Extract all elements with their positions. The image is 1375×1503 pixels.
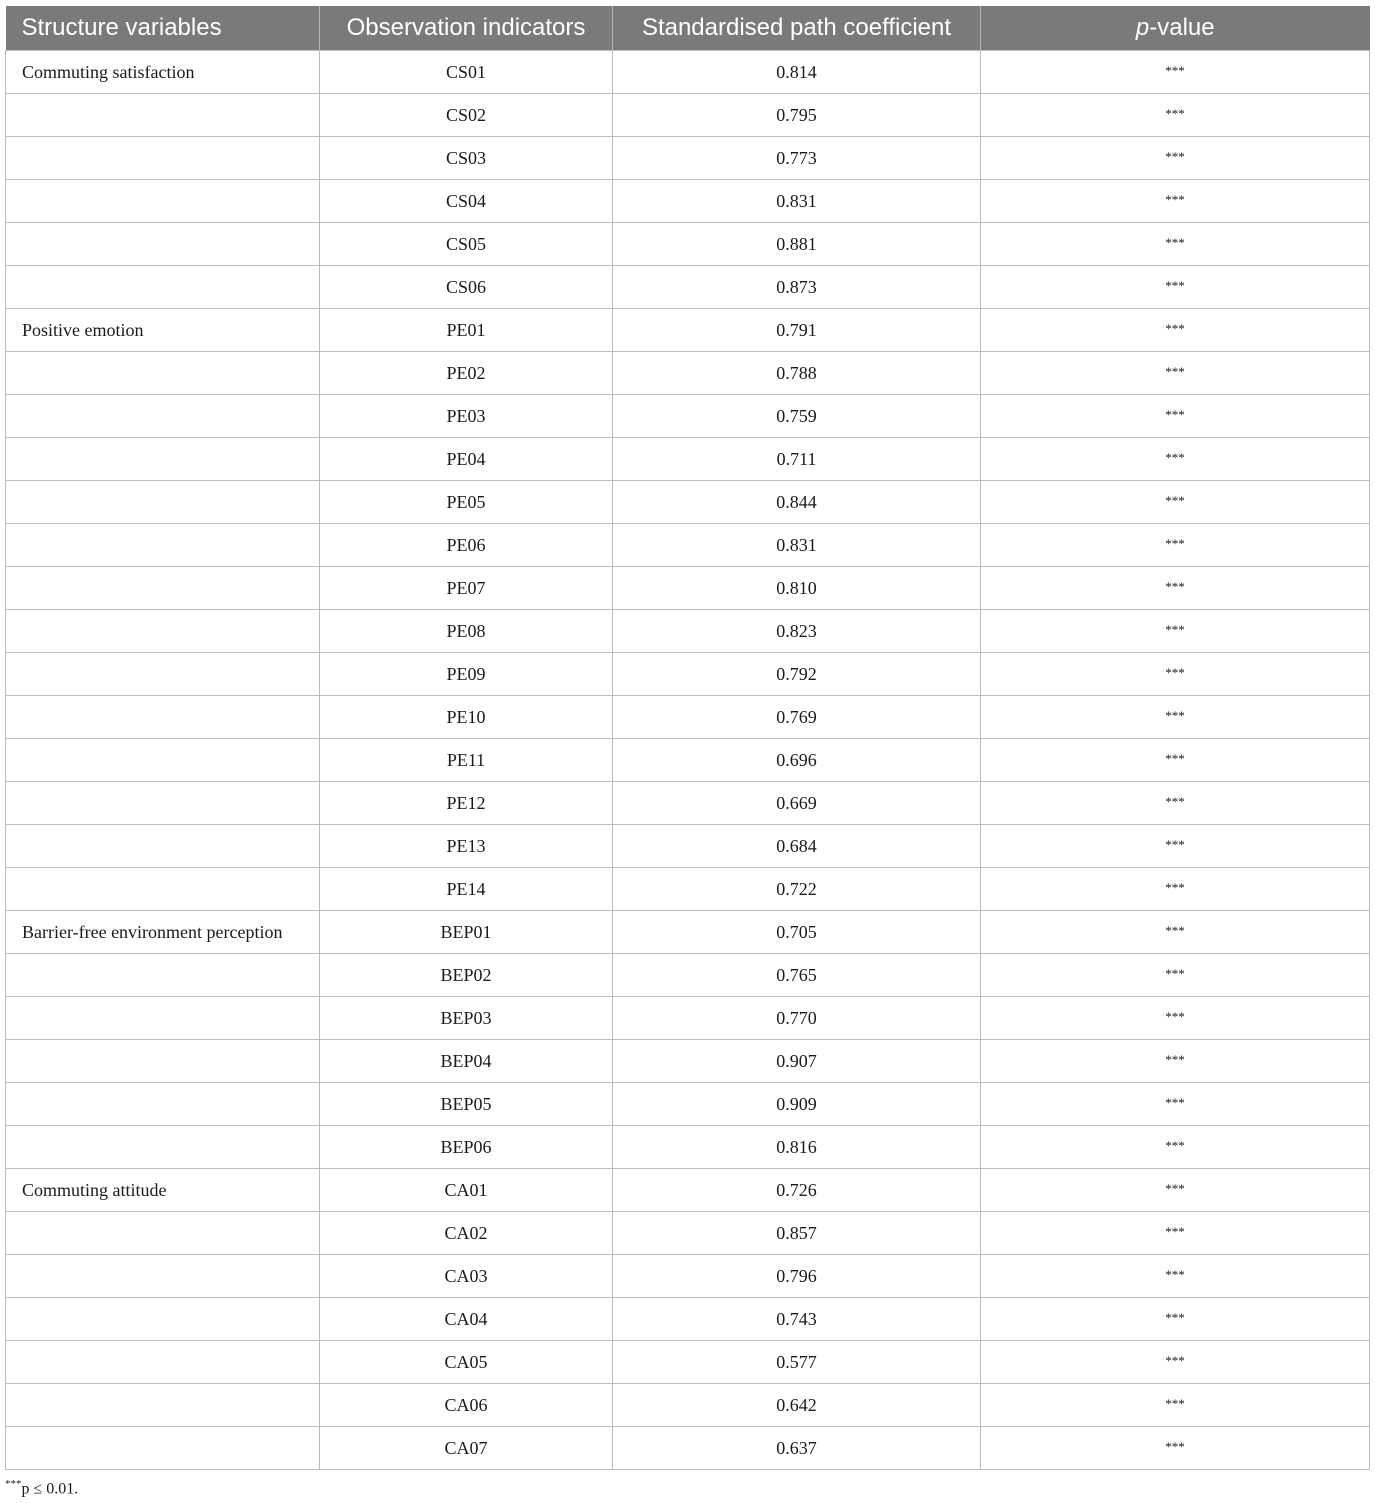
cell-p-value: *** bbox=[981, 1083, 1370, 1126]
cell-p-value: *** bbox=[981, 1126, 1370, 1169]
cell-coefficient: 0.770 bbox=[613, 997, 981, 1040]
header-structure-variables: Structure variables bbox=[6, 6, 320, 51]
cell-indicator: PE02 bbox=[320, 352, 613, 395]
table-row bbox=[6, 610, 1370, 653]
table-row bbox=[6, 223, 1370, 266]
cell-coefficient: 0.881 bbox=[613, 223, 981, 266]
cell-structure-variable bbox=[6, 1083, 320, 1126]
cell-p-value: *** bbox=[981, 481, 1370, 524]
cell-indicator: PE01 bbox=[320, 309, 613, 352]
table-header bbox=[6, 6, 1370, 51]
cell-structure-variable bbox=[6, 739, 320, 782]
cell-indicator: CA04 bbox=[320, 1298, 613, 1341]
cell-indicator: CA05 bbox=[320, 1341, 613, 1384]
table-row bbox=[6, 1126, 1370, 1169]
cell-indicator: BEP06 bbox=[320, 1126, 613, 1169]
cell-coefficient: 0.823 bbox=[613, 610, 981, 653]
cell-structure-variable bbox=[6, 696, 320, 739]
cell-indicator: BEP05 bbox=[320, 1083, 613, 1126]
cell-p-value: *** bbox=[981, 954, 1370, 997]
cell-structure-variable bbox=[6, 610, 320, 653]
cell-indicator: CA01 bbox=[320, 1169, 613, 1212]
table-row bbox=[6, 137, 1370, 180]
cell-coefficient: 0.577 bbox=[613, 1341, 981, 1384]
cell-p-value: *** bbox=[981, 1427, 1370, 1470]
table-row bbox=[6, 1083, 1370, 1126]
cell-structure-variable bbox=[6, 954, 320, 997]
cell-p-value: *** bbox=[981, 524, 1370, 567]
table-row bbox=[6, 1298, 1370, 1341]
cell-p-value: *** bbox=[981, 266, 1370, 309]
cell-indicator: BEP01 bbox=[320, 911, 613, 954]
cell-indicator: PE09 bbox=[320, 653, 613, 696]
cell-p-value: *** bbox=[981, 352, 1370, 395]
cell-structure-variable bbox=[6, 137, 320, 180]
cell-coefficient: 0.696 bbox=[613, 739, 981, 782]
cell-p-value: *** bbox=[981, 94, 1370, 137]
cell-coefficient: 0.637 bbox=[613, 1427, 981, 1470]
cell-structure-variable bbox=[6, 782, 320, 825]
table-container bbox=[5, 6, 1369, 1470]
table-row bbox=[6, 739, 1370, 782]
header-observation-indicators: Observation indicators bbox=[320, 6, 613, 51]
cell-indicator: PE06 bbox=[320, 524, 613, 567]
cell-indicator: PE12 bbox=[320, 782, 613, 825]
cell-coefficient: 0.669 bbox=[613, 782, 981, 825]
cell-indicator: PE04 bbox=[320, 438, 613, 481]
table-row bbox=[6, 438, 1370, 481]
cell-coefficient: 0.831 bbox=[613, 524, 981, 567]
table-row bbox=[6, 567, 1370, 610]
table-row bbox=[6, 1255, 1370, 1298]
cell-coefficient: 0.873 bbox=[613, 266, 981, 309]
cell-p-value: *** bbox=[981, 223, 1370, 266]
table-row bbox=[6, 1341, 1370, 1384]
cell-p-value: *** bbox=[981, 567, 1370, 610]
cell-indicator: PE14 bbox=[320, 868, 613, 911]
cell-p-value: *** bbox=[981, 696, 1370, 739]
cell-p-value: *** bbox=[981, 825, 1370, 868]
cell-coefficient: 0.816 bbox=[613, 1126, 981, 1169]
cell-indicator: CS02 bbox=[320, 94, 613, 137]
table-row bbox=[6, 1427, 1370, 1470]
cell-coefficient: 0.726 bbox=[613, 1169, 981, 1212]
table-row bbox=[6, 395, 1370, 438]
table-footnote bbox=[5, 1478, 78, 1498]
cell-structure-variable bbox=[6, 567, 320, 610]
cell-coefficient: 0.711 bbox=[613, 438, 981, 481]
cell-p-value: *** bbox=[981, 180, 1370, 223]
cell-p-value: *** bbox=[981, 1384, 1370, 1427]
cell-indicator: CA07 bbox=[320, 1427, 613, 1470]
cell-structure-variable bbox=[6, 223, 320, 266]
cell-indicator: BEP02 bbox=[320, 954, 613, 997]
cell-indicator: BEP03 bbox=[320, 997, 613, 1040]
cell-structure-variable bbox=[6, 653, 320, 696]
cell-p-value: *** bbox=[981, 438, 1370, 481]
cell-structure-variable bbox=[6, 1341, 320, 1384]
table-row bbox=[6, 524, 1370, 567]
cell-structure-variable bbox=[6, 1040, 320, 1083]
cell-indicator: CS01 bbox=[320, 51, 613, 94]
cell-indicator: PE11 bbox=[320, 739, 613, 782]
table-row bbox=[6, 1384, 1370, 1427]
cell-p-value: *** bbox=[981, 911, 1370, 954]
header-path-coefficient: Standardised path coefficient bbox=[613, 6, 981, 51]
cell-coefficient: 0.769 bbox=[613, 696, 981, 739]
cell-indicator: PE13 bbox=[320, 825, 613, 868]
cell-indicator: PE10 bbox=[320, 696, 613, 739]
cell-p-value: *** bbox=[981, 1040, 1370, 1083]
table-row bbox=[6, 997, 1370, 1040]
cell-p-value: *** bbox=[981, 51, 1370, 94]
cell-coefficient: 0.642 bbox=[613, 1384, 981, 1427]
cell-coefficient: 0.814 bbox=[613, 51, 981, 94]
cell-coefficient: 0.722 bbox=[613, 868, 981, 911]
cell-p-value: *** bbox=[981, 395, 1370, 438]
table-row bbox=[6, 1169, 1370, 1212]
cell-coefficient: 0.705 bbox=[613, 911, 981, 954]
cell-structure-variable bbox=[6, 1298, 320, 1341]
cell-structure-variable bbox=[6, 481, 320, 524]
cell-coefficient: 0.743 bbox=[613, 1298, 981, 1341]
cell-indicator: CS03 bbox=[320, 137, 613, 180]
cell-coefficient: 0.788 bbox=[613, 352, 981, 395]
cell-p-value: *** bbox=[981, 782, 1370, 825]
cell-indicator: PE08 bbox=[320, 610, 613, 653]
table-row bbox=[6, 309, 1370, 352]
cell-structure-variable: Commuting attitude bbox=[6, 1169, 320, 1212]
table-row bbox=[6, 180, 1370, 223]
cell-structure-variable bbox=[6, 266, 320, 309]
table-row bbox=[6, 868, 1370, 911]
table-row bbox=[6, 911, 1370, 954]
cell-coefficient: 0.831 bbox=[613, 180, 981, 223]
cell-indicator: CS04 bbox=[320, 180, 613, 223]
header-p-value bbox=[981, 6, 1370, 51]
cell-p-value: *** bbox=[981, 309, 1370, 352]
cell-p-value: *** bbox=[981, 1212, 1370, 1255]
table-row bbox=[6, 1040, 1370, 1083]
table-row bbox=[6, 1212, 1370, 1255]
cell-p-value: *** bbox=[981, 1341, 1370, 1384]
cell-p-value: *** bbox=[981, 610, 1370, 653]
cell-coefficient: 0.907 bbox=[613, 1040, 981, 1083]
table-row bbox=[6, 352, 1370, 395]
table-row bbox=[6, 954, 1370, 997]
cell-coefficient: 0.857 bbox=[613, 1212, 981, 1255]
cell-structure-variable bbox=[6, 94, 320, 137]
cell-indicator: CA03 bbox=[320, 1255, 613, 1298]
cell-p-value: *** bbox=[981, 1169, 1370, 1212]
header-p-italic: p bbox=[1135, 14, 1150, 41]
table-row bbox=[6, 481, 1370, 524]
cell-coefficient: 0.773 bbox=[613, 137, 981, 180]
cell-p-value: *** bbox=[981, 1298, 1370, 1341]
cell-structure-variable bbox=[6, 1384, 320, 1427]
cell-structure-variable bbox=[6, 1212, 320, 1255]
cell-p-value: *** bbox=[981, 868, 1370, 911]
cell-p-value: *** bbox=[981, 137, 1370, 180]
cell-structure-variable bbox=[6, 1255, 320, 1298]
table-row bbox=[6, 825, 1370, 868]
cell-coefficient: 0.909 bbox=[613, 1083, 981, 1126]
cell-indicator: CA02 bbox=[320, 1212, 613, 1255]
table-row bbox=[6, 266, 1370, 309]
table-row bbox=[6, 782, 1370, 825]
header-p-rest: -value bbox=[1149, 14, 1215, 41]
cell-structure-variable bbox=[6, 825, 320, 868]
cell-indicator: PE05 bbox=[320, 481, 613, 524]
cell-coefficient: 0.759 bbox=[613, 395, 981, 438]
cell-coefficient: 0.796 bbox=[613, 1255, 981, 1298]
footnote-text: p ≤ 0.01. bbox=[21, 1480, 79, 1498]
cell-indicator: BEP04 bbox=[320, 1040, 613, 1083]
cell-indicator: PE07 bbox=[320, 567, 613, 610]
cell-p-value: *** bbox=[981, 739, 1370, 782]
cell-structure-variable: Commuting satisfaction bbox=[6, 51, 320, 94]
cell-structure-variable bbox=[6, 997, 320, 1040]
cell-structure-variable bbox=[6, 1126, 320, 1169]
cell-structure-variable bbox=[6, 180, 320, 223]
table-row bbox=[6, 94, 1370, 137]
cell-structure-variable bbox=[6, 395, 320, 438]
cell-coefficient: 0.844 bbox=[613, 481, 981, 524]
cell-indicator: CA06 bbox=[320, 1384, 613, 1427]
table-row bbox=[6, 51, 1370, 94]
cell-p-value: *** bbox=[981, 1255, 1370, 1298]
table-row bbox=[6, 653, 1370, 696]
cell-indicator: PE03 bbox=[320, 395, 613, 438]
cell-coefficient: 0.792 bbox=[613, 653, 981, 696]
cell-structure-variable: Barrier-free environment perception bbox=[6, 911, 320, 954]
header-row bbox=[6, 6, 1370, 51]
cell-structure-variable bbox=[6, 524, 320, 567]
footnote-marker: *** bbox=[5, 1478, 22, 1490]
table-body bbox=[6, 51, 1370, 1470]
cell-coefficient: 0.810 bbox=[613, 567, 981, 610]
cell-coefficient: 0.791 bbox=[613, 309, 981, 352]
cell-structure-variable: Positive emotion bbox=[6, 309, 320, 352]
cell-coefficient: 0.795 bbox=[613, 94, 981, 137]
cell-structure-variable bbox=[6, 438, 320, 481]
cell-coefficient: 0.765 bbox=[613, 954, 981, 997]
cell-structure-variable bbox=[6, 1427, 320, 1470]
cell-structure-variable bbox=[6, 868, 320, 911]
table-row bbox=[6, 696, 1370, 739]
cell-structure-variable bbox=[6, 352, 320, 395]
cell-coefficient: 0.684 bbox=[613, 825, 981, 868]
cell-indicator: CS05 bbox=[320, 223, 613, 266]
cell-p-value: *** bbox=[981, 653, 1370, 696]
path-coefficient-table bbox=[5, 6, 1370, 1470]
cell-indicator: CS06 bbox=[320, 266, 613, 309]
cell-p-value: *** bbox=[981, 997, 1370, 1040]
